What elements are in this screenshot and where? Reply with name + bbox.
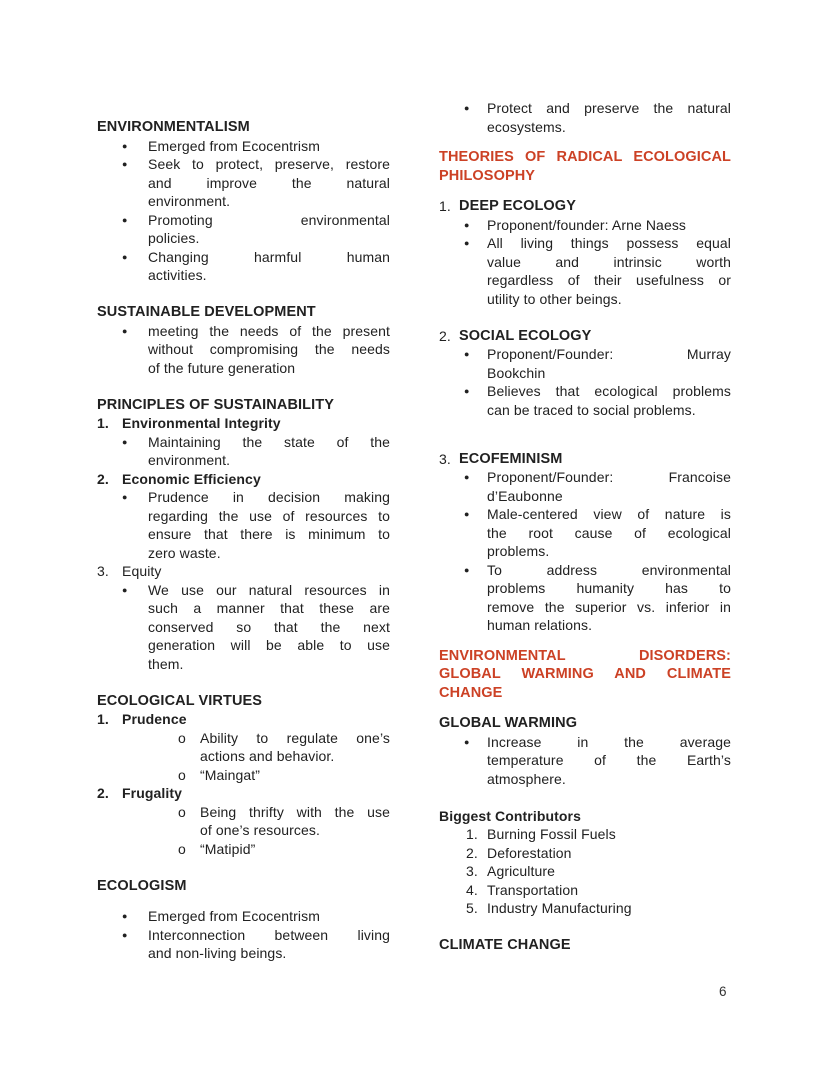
text-line: Proponent/Founder: Francoise [487, 469, 731, 485]
numbered-item [97, 710, 390, 729]
text-line: Frugality [122, 785, 183, 801]
text-line: temperature of the Earth’s [487, 752, 731, 768]
section-heading [97, 877, 390, 896]
bullet-item [97, 581, 390, 674]
text-line: “Matipid” [200, 840, 256, 857]
bullet-icon: ● [464, 509, 470, 519]
bullet-item [97, 488, 390, 562]
text-line: Deforestation [487, 844, 572, 861]
text-line: Prudence [122, 711, 187, 727]
text-line: All living things possess equal [487, 235, 731, 251]
numbered-heading [439, 197, 731, 216]
text-line: CLIMATE CHANGE [439, 937, 571, 953]
numbered-list-item [439, 881, 731, 900]
sub-bullet-item [97, 729, 390, 766]
text-line: Ability to regulate one’s [200, 729, 390, 746]
text-line: regardless of their usefulness or [487, 272, 731, 288]
spacer [97, 285, 390, 304]
text-line: Bookchin [487, 364, 546, 381]
numbered-list-item [439, 899, 731, 918]
left-column [97, 99, 390, 963]
spacer [97, 858, 390, 877]
text-line: ECOLOGISM [97, 877, 187, 894]
bullet-icon: ● [122, 214, 128, 225]
circle-bullet-icon: o [178, 803, 186, 820]
text-line: DEEP ECOLOGY [459, 198, 576, 214]
text-line: Industry Manufacturing [487, 900, 632, 916]
bullet-icon: ● [122, 436, 128, 447]
bullet-item [439, 505, 731, 561]
text-line: PHILOSOPHY [439, 167, 536, 184]
text-line: Male-centered view of nature is [487, 506, 731, 522]
circle-bullet-icon: o [178, 729, 186, 746]
item-number: 1. [439, 198, 451, 214]
text-line: meeting the needs of the present [148, 322, 390, 339]
item-number: 2. [439, 327, 451, 344]
bullet-item [97, 248, 390, 285]
text-line: SUSTAINABLE DEVELOPMENT [97, 304, 316, 320]
spacer [439, 702, 731, 714]
text-line: environment. [148, 452, 231, 468]
text-line: PRINCIPLES OF SUSTAINABILITY [97, 396, 334, 413]
bullet-icon: ● [122, 911, 128, 921]
text-line: them. [148, 655, 184, 672]
text-line: Proponent/Founder: Murray [487, 346, 731, 362]
section-heading-red [439, 647, 731, 703]
spacer [439, 308, 731, 327]
bullet-item [97, 433, 390, 470]
text-line: the root cause of ecological [487, 524, 731, 541]
bullet-item [439, 234, 731, 308]
text-line: Protect and preserve the natural [487, 100, 731, 116]
text-line: atmosphere. [487, 770, 566, 787]
spacer [439, 918, 731, 937]
item-number: 2. [466, 844, 478, 861]
sub-bullet-item [97, 803, 390, 840]
section-heading [97, 118, 390, 137]
text-line: activities. [148, 267, 207, 283]
bullet-item [439, 216, 731, 235]
text-line: d’Eaubonne [487, 487, 563, 504]
text-line: SOCIAL ECOLOGY [459, 327, 592, 344]
numbered-item [97, 784, 390, 803]
text-line: Environmental Integrity [122, 415, 281, 431]
text-line: ENVIRONMENTALISM [97, 119, 250, 135]
text-line: Emerged from Ecocentrism [148, 908, 321, 924]
text-line: Biggest Contributors [439, 807, 581, 824]
text-line: Emerged from Ecocentrism [148, 137, 321, 154]
item-number: 2. [97, 785, 109, 801]
bullet-item [439, 561, 731, 635]
right-column [439, 99, 731, 955]
bullet-icon: ● [122, 929, 128, 940]
circle-bullet-icon: o [178, 766, 186, 783]
bullet-icon: ● [464, 349, 470, 359]
text-line: Proponent/founder: Arne Naess [487, 216, 687, 233]
item-number: 3. [97, 563, 109, 579]
text-line: value and intrinsic worth [487, 253, 731, 270]
item-number: 5. [466, 900, 478, 916]
text-line: Transportation [487, 881, 579, 898]
text-line: generation will be able to use [148, 637, 390, 653]
bullet-icon: ● [464, 238, 470, 248]
text-line: Maintaining the state of the [148, 433, 390, 450]
text-line: Believes that ecological problems [487, 383, 731, 399]
numbered-heading [439, 327, 731, 346]
bullet-icon: ● [122, 492, 128, 502]
text-line: “Maingat” [200, 766, 261, 783]
spacer [97, 673, 390, 692]
bullet-item [97, 926, 390, 963]
text-line: GLOBAL WARMING [439, 715, 578, 731]
bullet-item [439, 99, 731, 136]
numbered-item [97, 414, 390, 433]
item-number: 4. [466, 881, 478, 898]
sub-heading [439, 807, 731, 826]
text-line: We use our natural resources in [148, 581, 390, 598]
text-line: To address environmental [487, 561, 731, 578]
section-heading [439, 936, 731, 955]
item-number: 1. [97, 415, 109, 431]
text-line: such a manner that these are [148, 600, 390, 616]
bullet-icon: ● [122, 325, 128, 336]
bullet-item [439, 468, 731, 505]
spacer [439, 788, 731, 807]
text-line: ecosystems. [487, 118, 566, 135]
text-line: remove the superior vs. inferior in [487, 598, 731, 615]
bullet-icon: ● [464, 472, 470, 482]
text-line: Interconnection between living [148, 926, 390, 943]
numbered-item [97, 562, 390, 581]
spacer [439, 185, 731, 197]
spacer [439, 635, 731, 647]
text-line: Seek to protect, preserve, restore [148, 156, 390, 172]
bullet-icon: ● [122, 140, 128, 151]
text-line: without compromising the needs [148, 341, 390, 357]
text-line: environment. [148, 193, 231, 209]
section-heading [439, 714, 731, 733]
spacer [97, 895, 390, 907]
spacer [439, 419, 731, 438]
spacer [439, 438, 731, 450]
bullet-item [439, 345, 731, 382]
bullet-icon: ● [464, 103, 470, 113]
text-line: Equity [122, 563, 162, 579]
text-line: policies. [148, 230, 200, 246]
item-number: 1. [97, 711, 109, 727]
numbered-list-item [439, 862, 731, 881]
bullet-icon: ● [464, 219, 470, 230]
bullet-icon: ● [122, 584, 128, 595]
section-heading [97, 396, 390, 415]
bullet-icon: ● [464, 736, 470, 747]
bullet-icon: ● [122, 251, 128, 262]
text-line: CHANGE [439, 684, 503, 701]
sub-bullet-item [97, 766, 390, 785]
text-line: human relations. [487, 617, 593, 633]
text-line: and non-living beings. [148, 945, 287, 961]
circle-bullet-icon: o [178, 840, 186, 857]
text-line: Burning Fossil Fuels [487, 826, 616, 842]
text-line: Agriculture [487, 863, 556, 879]
text-line: conserved so that the next [148, 618, 390, 635]
bullet-icon: ● [464, 386, 470, 396]
sub-bullet-item [97, 840, 390, 859]
bullet-item [439, 382, 731, 419]
text-line: THEORIES OF RADICAL ECOLOGICAL [439, 149, 731, 165]
spacer [439, 136, 731, 148]
numbered-list-item [439, 825, 731, 844]
bullet-item [97, 322, 390, 378]
bullet-item [97, 155, 390, 211]
text-line: Changing harmful human [148, 248, 390, 265]
text-line: Prudence in decision making [148, 489, 390, 505]
page-number: 6 [719, 984, 727, 999]
text-line: actions and behavior. [200, 748, 335, 764]
section-heading [97, 692, 390, 711]
bullet-item [97, 907, 390, 926]
spacer [97, 377, 390, 396]
page-content [97, 99, 731, 963]
text-line: problems humanity has to [487, 580, 731, 596]
bullet-item [97, 211, 390, 248]
bullet-item [439, 733, 731, 789]
text-line: ensure that there is minimum to [148, 526, 390, 542]
text-line: regarding the use of resources to [148, 507, 390, 524]
text-line: can be traced to social problems. [487, 401, 696, 418]
text-line: Increase in the average [487, 733, 731, 750]
section-heading [97, 303, 390, 322]
numbered-heading [439, 450, 731, 469]
text-line: problems. [487, 543, 550, 559]
item-number: 2. [97, 470, 109, 487]
text-line: Promoting environmental [148, 211, 390, 228]
bullet-item [97, 137, 390, 156]
text-line: ENVIRONMENTAL DISORDERS: [439, 647, 731, 664]
numbered-item [97, 470, 390, 489]
item-number: 3. [439, 450, 451, 467]
bullet-icon: ● [464, 564, 470, 575]
item-number: 3. [466, 863, 478, 879]
bullet-icon: ● [122, 159, 128, 169]
section-heading-red [439, 148, 731, 185]
item-number: 1. [466, 826, 478, 842]
text-line: ECOLOGICAL VIRTUES [97, 692, 263, 709]
numbered-list-item [439, 844, 731, 863]
text-line: utility to other beings. [487, 290, 622, 307]
text-line: Being thrifty with the use [200, 803, 390, 820]
text-line: and improve the natural [148, 174, 390, 191]
text-line: zero waste. [148, 544, 221, 561]
text-line: of one’s resources. [200, 822, 320, 838]
text-line: Economic Efficiency [122, 470, 261, 487]
text-line: of the future generation [148, 359, 296, 376]
text-line: GLOBAL WARMING AND CLIMATE [439, 666, 731, 682]
text-line: ECOFEMINISM [459, 450, 563, 467]
